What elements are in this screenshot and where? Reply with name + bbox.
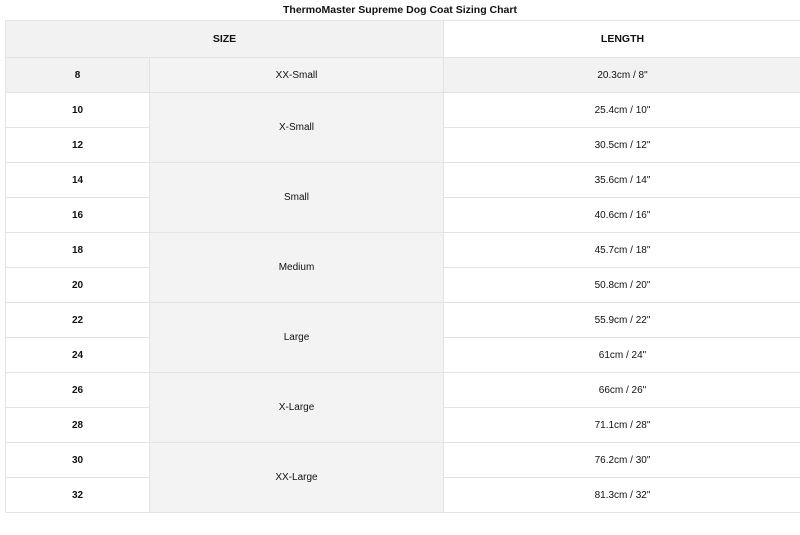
size-label: XX-Small [150, 58, 444, 93]
size-label: Medium [150, 233, 444, 303]
length-value: 35.6cm / 14" [444, 163, 800, 198]
table-row [6, 58, 800, 93]
length-column-header: LENGTH [444, 21, 800, 58]
length-value: 66cm / 26" [444, 373, 800, 408]
size-label: X-Large [150, 373, 444, 443]
size-number: 18 [6, 233, 150, 268]
length-value: 76.2cm / 30" [444, 443, 800, 478]
size-label: Small [150, 163, 444, 233]
size-number: 16 [6, 198, 150, 233]
size-label: XX-Large [150, 443, 444, 513]
length-value: 40.6cm / 16" [444, 198, 800, 233]
table-row [6, 93, 800, 128]
size-number: 20 [6, 268, 150, 303]
size-number: 22 [6, 303, 150, 338]
length-value: 45.7cm / 18" [444, 233, 800, 268]
length-value: 20.3cm / 8" [444, 58, 800, 93]
size-column-header: SIZE [6, 21, 444, 58]
table-row [6, 373, 800, 408]
length-value: 61cm / 24" [444, 338, 800, 373]
size-number: 32 [6, 478, 150, 513]
table-row [6, 233, 800, 268]
size-number: 8 [6, 58, 150, 93]
size-label: Large [150, 303, 444, 373]
size-number: 26 [6, 373, 150, 408]
length-value: 81.3cm / 32" [444, 478, 800, 513]
size-number: 30 [6, 443, 150, 478]
size-number: 14 [6, 163, 150, 198]
length-value: 30.5cm / 12" [444, 128, 800, 163]
length-value: 25.4cm / 10" [444, 93, 800, 128]
size-number: 12 [6, 128, 150, 163]
length-value: 71.1cm / 28" [444, 408, 800, 443]
table-row [6, 163, 800, 198]
size-number: 28 [6, 408, 150, 443]
table-row [6, 303, 800, 338]
length-value: 55.9cm / 22" [444, 303, 800, 338]
size-label: X-Small [150, 93, 444, 163]
size-number: 10 [6, 93, 150, 128]
sizing-table [5, 20, 800, 513]
header-row [6, 21, 800, 58]
table-row [6, 443, 800, 478]
length-value: 50.8cm / 20" [444, 268, 800, 303]
size-number: 24 [6, 338, 150, 373]
chart-title: ThermoMaster Supreme Dog Coat Sizing Chart [283, 4, 517, 16]
